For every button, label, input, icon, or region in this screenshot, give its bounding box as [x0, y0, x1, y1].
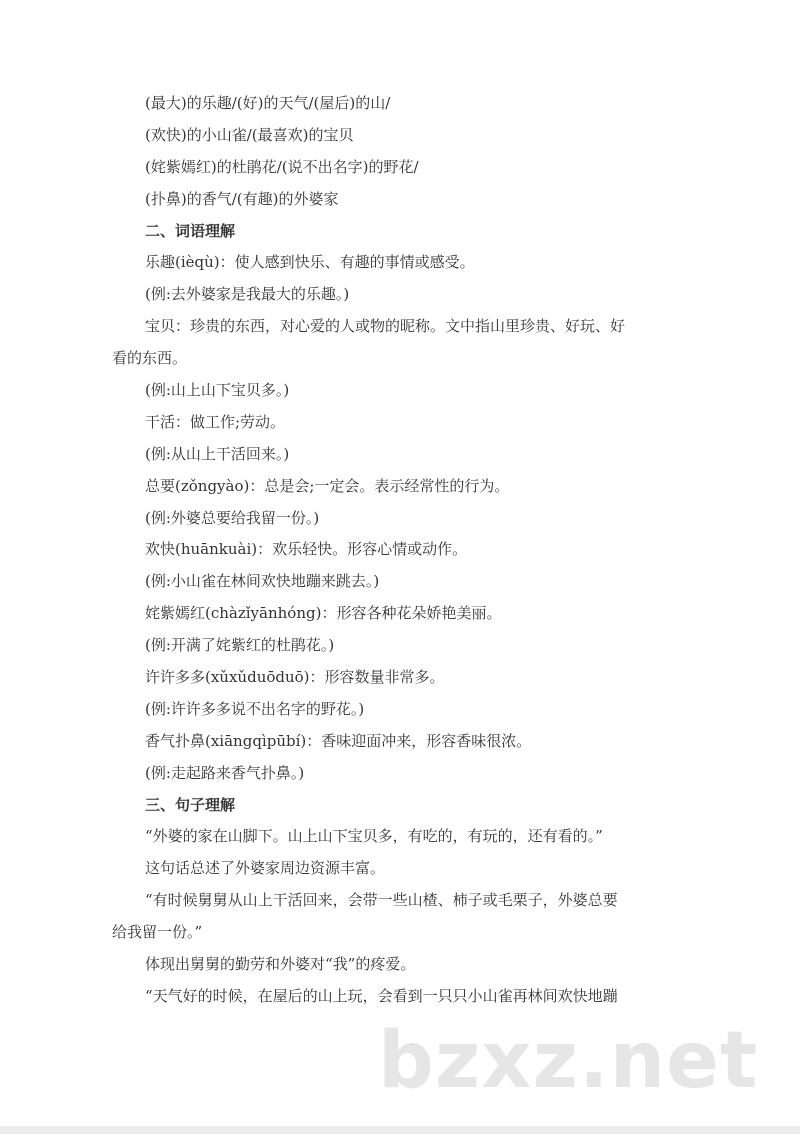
section-heading: 二、词语理解: [145, 221, 236, 240]
text-line: (例:小山雀在林间欢快地蹦来跳去。): [145, 572, 380, 591]
text-line: 看的东西。: [112, 349, 188, 368]
text-line: (例:去外婆家是我最大的乐趣。): [145, 285, 350, 304]
text-line: 欢快(huānkuài)：欢乐轻快。形容心情或动作。: [145, 540, 468, 559]
text-line: 许许多多(xǔxǔduōduō)：形容数量非常多。: [145, 668, 445, 687]
text-line: 香气扑鼻(xiāngqìpūbí)：香味迎面冲来，形容香味很浓。: [145, 731, 532, 750]
text-line: (最大)的乐趣/(好)的天气/(屋后)的山/: [145, 94, 391, 112]
watermark: bzxz.net: [378, 1016, 759, 1106]
text-line: (例:许许多多说不出名字的野花。): [145, 699, 365, 718]
text-line: (例:山上山下宝贝多。): [145, 381, 290, 400]
text-line: (扑鼻)的香气/(有趣)的外婆家: [145, 189, 339, 208]
text-line: (例:开满了姹紫红的杜鹃花。): [145, 636, 335, 655]
text-line: (姹紫嫣红)的杜鹃花/(说不出名字)的野花/: [145, 157, 419, 176]
page-bottom-edge: [0, 1126, 800, 1134]
section-heading: 三、句子理解: [145, 795, 236, 814]
text-line: 乐趣(ièqù)：使人感到快乐、有趣的事情或感受。: [145, 253, 475, 272]
text-line: 给我留一份。”: [112, 923, 203, 942]
text-line: 这句话总述了外婆家周边资源丰富。: [145, 859, 386, 878]
text-line: 总要(zǒngyào)：总是会;一定会。表示经常性的行为。: [145, 476, 510, 495]
text-line: 宝贝：珍贵的东西，对心爱的人或物的昵称。文中指山里珍贵、好玩、好: [145, 317, 626, 336]
text-line: “天气好的时候，在屋后的山上玩，会看到一只只小山雀再林间欢快地蹦: [145, 986, 618, 1005]
text-line: (例:外婆总要给我留一份。): [145, 508, 320, 527]
text-line: (例:走起路来香气扑鼻。): [145, 763, 305, 782]
text-line: (欢快)的小山雀/(最喜欢)的宝贝: [145, 125, 354, 144]
text-line: 干活：做工作;劳动。: [145, 412, 286, 431]
text-line: (例:从山上干活回来。): [145, 444, 290, 463]
text-line: 体现出舅舅的勤劳和外婆对“我”的疼爱。: [145, 955, 416, 974]
text-line: 姹紫嫣红(chàzǐyānhóng)：形容各种花朵娇艳美丽。: [145, 604, 502, 623]
text-line: “外婆的家在山脚下。山上山下宝贝多，有吃的，有玩的，还有看的。”: [145, 827, 603, 846]
text-line: “有时候舅舅从山上干活回来，会带一些山楂、柿子或毛栗子，外婆总要: [145, 891, 618, 910]
document-body: [112, 88, 692, 1013]
